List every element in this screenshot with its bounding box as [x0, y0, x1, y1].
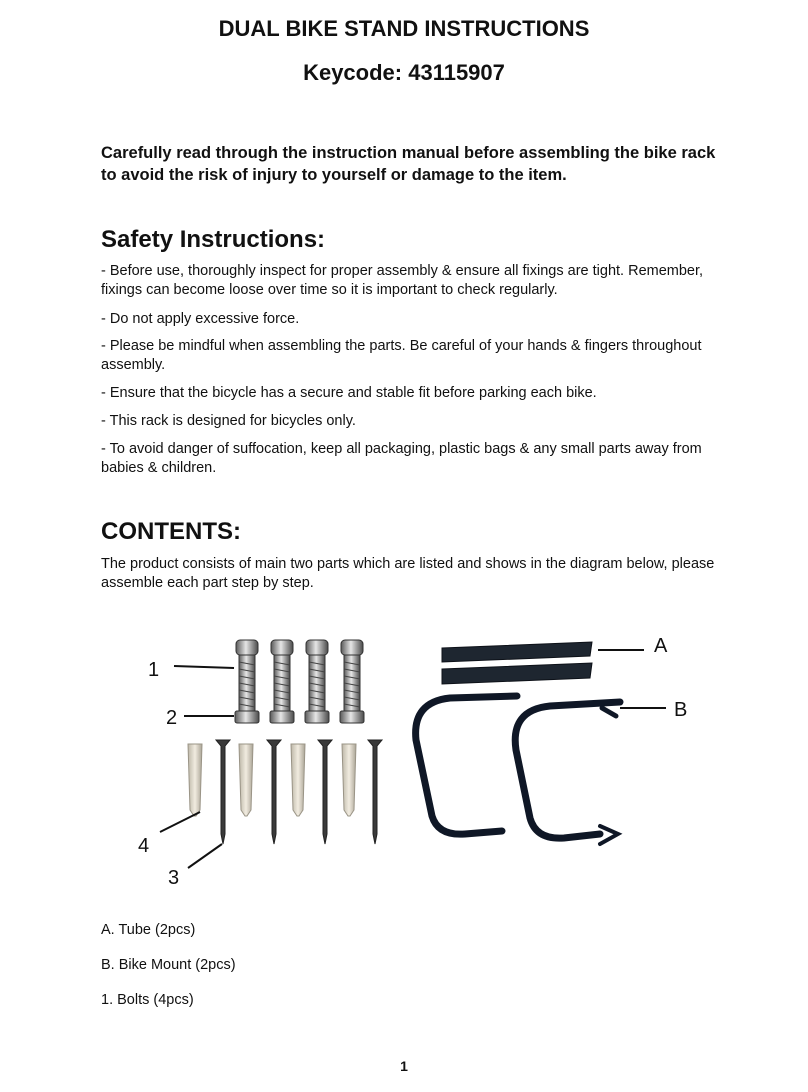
wall-plug	[239, 744, 253, 816]
nut	[305, 711, 329, 723]
nut	[270, 711, 294, 723]
bolt	[306, 640, 328, 711]
callout-line-4	[160, 812, 200, 832]
bolts-group	[236, 640, 363, 711]
contents-description: The product consists of main two parts which are listed and shows in the diagram below, please assemble each part step by step.	[101, 556, 715, 591]
contents-list-item: B. Bike Mount (2pcs)	[101, 957, 236, 973]
safety-item: - To avoid danger of suffocation, keep all packaging, plastic bags & any small parts away from babies & children.	[101, 441, 702, 476]
intro-warning: Carefully read through the instruction manual before assembling the bike rack to avoid the risk of injury to yourself or damage to the item.	[101, 144, 716, 184]
page-number: 1	[400, 1058, 408, 1074]
nut	[340, 711, 364, 723]
bike-mounts-group	[416, 696, 620, 844]
nut	[235, 711, 259, 723]
wall-plug	[342, 744, 356, 816]
wall-plug	[188, 744, 202, 816]
bolt	[341, 640, 363, 711]
tube	[442, 663, 592, 684]
safety-item: - Ensure that the bicycle has a secure and stable fit before parking each bike.	[101, 385, 597, 401]
screw	[318, 740, 332, 844]
keycode: Keycode: 43115907	[303, 60, 505, 85]
callout-line-3	[188, 844, 222, 868]
document-title: DUAL BIKE STAND INSTRUCTIONS	[218, 16, 590, 41]
bike-mount	[416, 696, 517, 834]
screw	[216, 740, 230, 844]
label-b: B	[674, 699, 688, 721]
label-1: 1	[148, 659, 160, 681]
label-3: 3	[168, 867, 180, 889]
bike-mount	[515, 702, 620, 838]
contents-heading: CONTENTS:	[101, 518, 241, 545]
tubes-group	[442, 642, 592, 684]
parts-diagram	[120, 620, 710, 890]
safety-item: - This rack is designed for bicycles only.	[101, 413, 356, 429]
safety-item: - Before use, thoroughly inspect for proper assembly & ensure all fixings are tight. Remember, fixings can become loose over time so it is important to check regularly.	[101, 263, 704, 298]
safety-item: - Please be mindful when assembling the parts. Be careful of your hands & fingers throughout assembly.	[101, 338, 702, 373]
label-4: 4	[138, 835, 150, 857]
nuts-group	[235, 711, 364, 723]
safety-heading: Safety Instructions:	[101, 226, 326, 253]
contents-list-item: A. Tube (2pcs)	[101, 922, 196, 938]
bolt	[236, 640, 258, 711]
contents-list-item: 1. Bolts (4pcs)	[101, 992, 194, 1008]
bolt	[271, 640, 293, 711]
label-2: 2	[166, 707, 178, 729]
wall-plug	[291, 744, 305, 816]
screw	[368, 740, 382, 844]
callout-line-1	[174, 666, 234, 668]
tube	[442, 642, 592, 662]
screw	[267, 740, 281, 844]
mount-bracket	[602, 708, 616, 716]
label-a: A	[654, 635, 668, 657]
safety-item: - Do not apply excessive force.	[101, 311, 300, 327]
